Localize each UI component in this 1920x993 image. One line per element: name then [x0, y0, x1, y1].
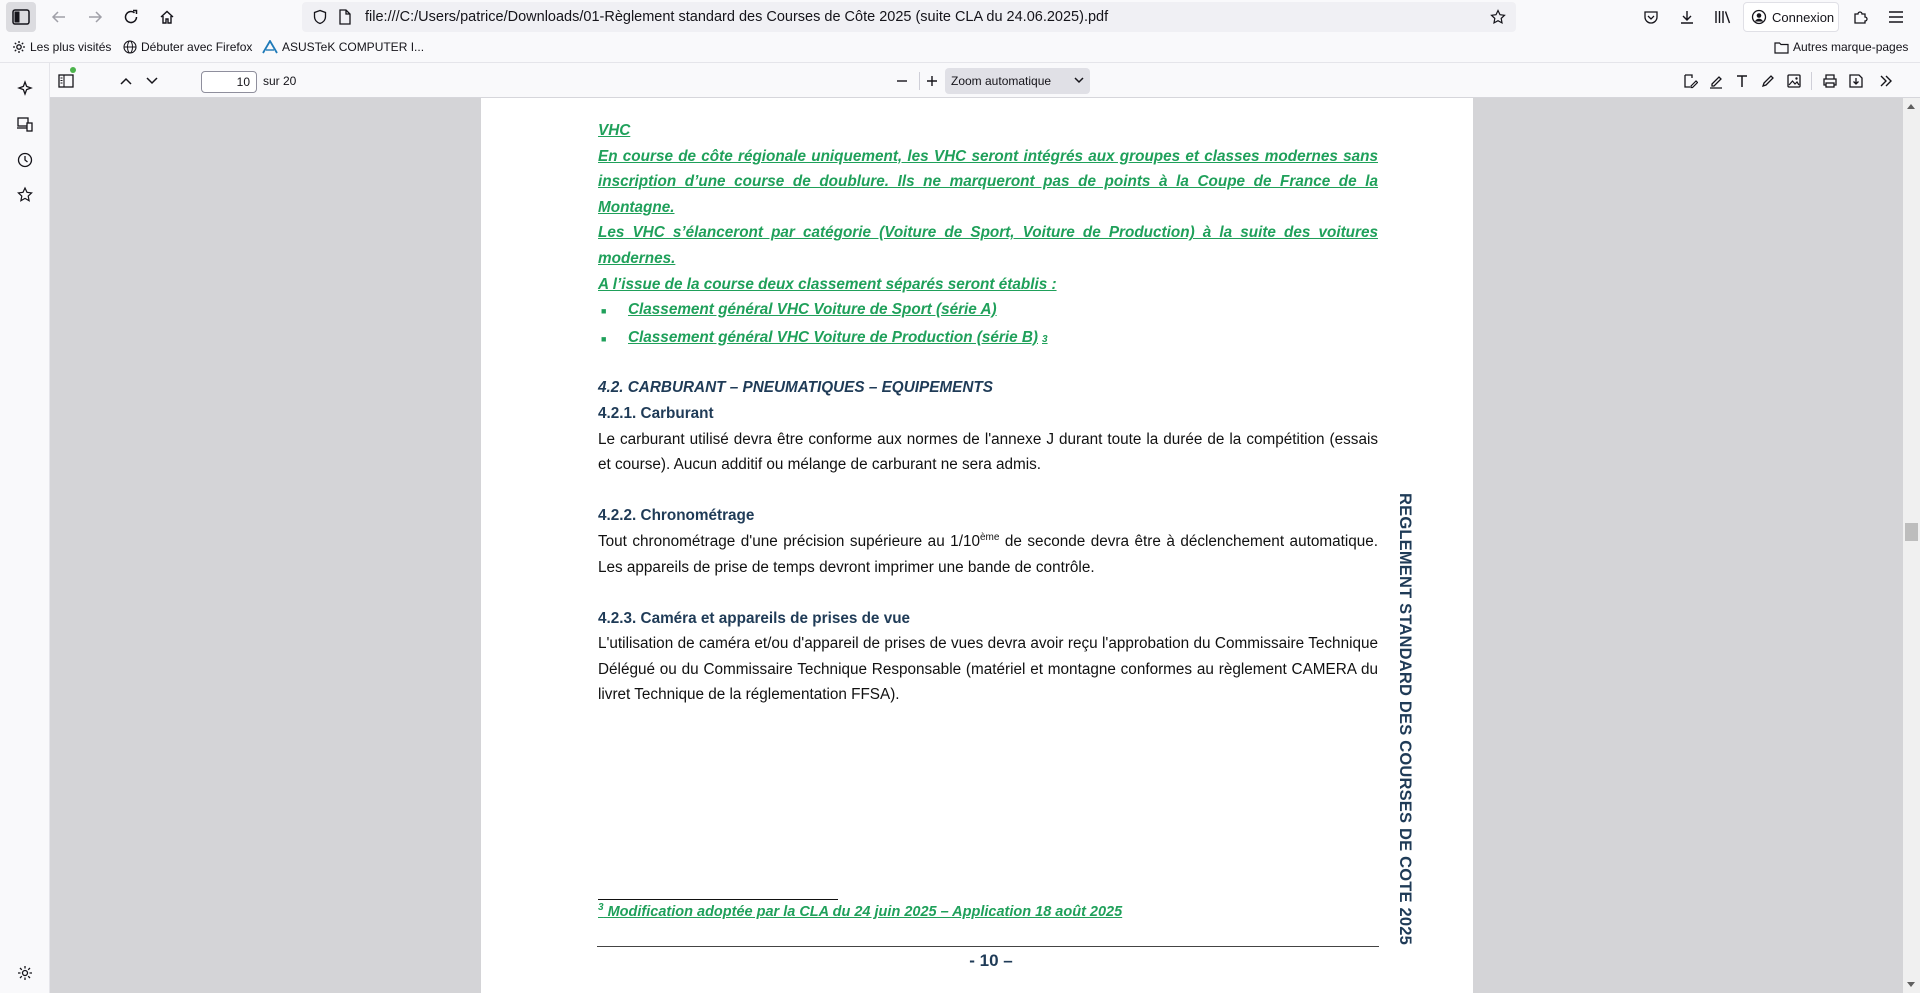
library-button[interactable] — [1708, 2, 1738, 32]
forward-button[interactable] — [80, 2, 110, 32]
bookmark-label: Les plus visités — [30, 40, 112, 54]
subsection-heading: 4.2.2. Chronométrage — [598, 507, 755, 525]
highlighter-icon — [1708, 73, 1724, 89]
add-text-button[interactable] — [1730, 69, 1754, 93]
body-paragraph — [598, 529, 1378, 580]
more-tools-button[interactable] — [1874, 69, 1898, 93]
bookmark-most-visited[interactable] — [12, 40, 111, 54]
bookmark-other[interactable] — [1774, 40, 1908, 54]
pdf-page — [481, 98, 1473, 993]
home-button[interactable] — [152, 2, 182, 32]
spacer — [598, 478, 1378, 504]
previous-page-button[interactable] — [114, 69, 138, 93]
zoom-select[interactable] — [945, 68, 1090, 94]
page-content — [598, 118, 1378, 708]
browser-toolbar — [0, 0, 1920, 35]
page-number-input[interactable]: 10 — [201, 71, 257, 93]
devices-icon — [16, 115, 34, 133]
scroll-down-arrow-icon[interactable] — [1907, 982, 1915, 987]
list-item: ■ Classement général VHC Voiture de Production (série B) 3 — [598, 325, 1378, 353]
image-icon — [1786, 73, 1802, 89]
footnote-number: 3 — [598, 902, 604, 914]
list-item-text: Classement général VHC Voiture de Production (série B) — [628, 328, 1038, 346]
puzzle-icon — [1852, 9, 1868, 25]
download-icon — [1679, 9, 1695, 25]
synced-tabs-button[interactable] — [15, 114, 35, 134]
notification-dot — [70, 67, 76, 73]
pocket-button[interactable] — [1636, 2, 1666, 32]
chevron-down-icon — [1074, 76, 1084, 84]
body-paragraph: Le carburant utilisé devra être conforme aux normes de l'annexe J durant toute la durée de la compétition (essais et course). Aucun additif ou mélange de carburant ne sera admis. — [598, 430, 1378, 474]
edit-document-icon — [1682, 73, 1698, 89]
history-button[interactable] — [15, 150, 35, 170]
bookmark-label: Autres marque-pages — [1793, 40, 1909, 54]
folder-icon — [1774, 41, 1789, 54]
bookmark-star-icon[interactable] — [1490, 9, 1506, 25]
downloads-button[interactable] — [1672, 2, 1702, 32]
app-menu-button[interactable] — [1881, 2, 1911, 32]
list-item-text: Classement général VHC Voiture de Sport (série A) — [628, 301, 997, 319]
minus-icon — [895, 74, 909, 88]
bookmark-label: Débuter avec Firefox — [141, 40, 253, 54]
bullet-icon: ■ — [601, 306, 607, 317]
pdf-sidebar-toggle[interactable] — [54, 69, 78, 93]
subsection-heading: 4.2.1. Carburant — [598, 404, 714, 422]
gear-icon — [17, 965, 33, 981]
clock-icon — [16, 151, 34, 169]
sidebar-icon — [12, 9, 30, 25]
vhc-paragraph: En course de côte régionale uniquement, les VHC seront intégrés aux groupes et classes modernes sans inscription d’une course de doublure. Ils ne marqueront pas de points à la Coupe de France de la Montagne. — [598, 147, 1378, 216]
arrow-right-icon — [87, 9, 103, 25]
pdf-viewer[interactable] — [50, 98, 1903, 993]
sidebar-settings-button[interactable] — [15, 963, 35, 983]
print-button[interactable] — [1818, 69, 1842, 93]
reload-button[interactable] — [116, 2, 146, 32]
save-pdf-button[interactable] — [1844, 69, 1868, 93]
bookmark-asus[interactable] — [262, 40, 424, 54]
footer-divider — [597, 946, 1379, 947]
chevron-down-icon — [145, 76, 159, 86]
printer-icon — [1822, 73, 1838, 89]
home-icon — [159, 9, 175, 25]
text-fragment: Tout chronométrage d'une précision supérieure au 1/10 — [598, 532, 980, 550]
superscript: ème — [979, 531, 1000, 543]
vertical-scrollbar[interactable] — [1903, 98, 1920, 993]
star-icon — [16, 186, 34, 204]
zoom-in-button[interactable] — [920, 69, 944, 93]
section-heading: 4.2. CARBURANT – PNEUMATIQUES – EQUIPEMENTS — [598, 379, 993, 397]
footnote — [598, 904, 1122, 920]
vhc-heading: VHC — [598, 122, 631, 139]
account-button[interactable] — [1743, 2, 1839, 32]
sidebar-panel-icon — [58, 74, 74, 88]
add-image-button[interactable] — [1782, 69, 1806, 93]
text-fragment: de seconde devra être à déclenchement automatique. Les appareils de prise de temps devront imprimer une bande de contrôle. — [598, 532, 1378, 576]
file-icon[interactable] — [338, 9, 352, 25]
save-icon — [1848, 73, 1864, 89]
back-button[interactable] — [44, 2, 74, 32]
page-total-label: sur 20 — [263, 74, 297, 88]
asus-logo-icon — [262, 40, 278, 54]
pdf-toolbar — [50, 63, 1920, 98]
scroll-up-arrow-icon[interactable] — [1907, 104, 1915, 109]
double-chevron-right-icon — [1879, 74, 1893, 88]
toolbar-divider — [1811, 72, 1812, 90]
zoom-out-button[interactable] — [890, 69, 914, 93]
account-icon — [1751, 9, 1767, 25]
text-icon — [1734, 73, 1750, 89]
body-paragraph: L'utilisation de caméra et/ou d'appareil de prises de vues devra avoir reçu l'approbation du Commissaire Technique Délégué ou du Commissaire Technique Responsable (matériel et montagne conformes au règlement CAMERA du livret Technique de la réglementation FFSA). — [598, 635, 1378, 704]
vertical-side-title: REGLEMENT STANDARD DES COURSES DE COTE 2025 — [1396, 493, 1414, 946]
pencil-icon — [1760, 73, 1776, 89]
bookmarks-bar — [0, 35, 1920, 63]
footnote-text: Modification adoptée par la CLA du 24 juin 2025 – Application 18 août 2025 — [603, 904, 1123, 920]
plus-icon — [925, 74, 939, 88]
chevron-up-icon — [119, 76, 133, 86]
page-number: - 10 – — [969, 951, 1013, 970]
bookmarks-sidebar-button[interactable] — [15, 185, 35, 205]
arrow-left-icon — [51, 9, 67, 25]
bullet-icon: ■ — [601, 333, 607, 344]
url-bar[interactable] — [302, 2, 1516, 32]
draw-button[interactable] — [1756, 69, 1780, 93]
pocket-icon — [1643, 9, 1659, 25]
bookmark-label: ASUSTeK COMPUTER I... — [282, 40, 425, 54]
reload-icon — [123, 9, 139, 25]
sparkle-icon — [16, 80, 34, 98]
highlight-button[interactable] — [1704, 69, 1728, 93]
url-text[interactable]: file:///C:/Users/patrice/Downloads/01-Règlement standard des Courses de Côte 2025 (suite CLA du 24.06.2025).pdf — [365, 9, 1109, 25]
library-icon — [1714, 9, 1732, 25]
vhc-paragraph: A l’issue de la course deux classement séparés seront établis : — [598, 275, 1057, 293]
extensions-button[interactable] — [1845, 2, 1875, 32]
subsection-heading: 4.2.3. Caméra et appareils de prises de vue — [598, 609, 911, 627]
spacer — [598, 580, 1378, 606]
ai-chatbot-button[interactable] — [15, 79, 35, 99]
browser-sidebar — [0, 63, 50, 993]
sidebar-toggle-button[interactable] — [6, 2, 36, 32]
zoom-select-value: Zoom automatique — [951, 74, 1052, 88]
hamburger-menu-icon — [1888, 10, 1904, 24]
vhc-paragraph: Les VHC s’élanceront par catégorie (Voiture de Sport, Voiture de Production) à la suite des voitures modernes. — [598, 224, 1378, 267]
list-item — [598, 297, 1378, 325]
account-button-label: Connexion — [1772, 9, 1835, 25]
footnote-divider — [598, 899, 838, 900]
scroll-thumb[interactable] — [1905, 523, 1918, 541]
globe-icon — [123, 40, 137, 54]
next-page-button[interactable] — [140, 69, 164, 93]
bookmark-getting-started[interactable] — [123, 40, 252, 54]
shield-icon[interactable] — [312, 9, 328, 25]
gear-icon — [12, 40, 26, 54]
edit-pdf-button[interactable] — [1678, 69, 1702, 93]
